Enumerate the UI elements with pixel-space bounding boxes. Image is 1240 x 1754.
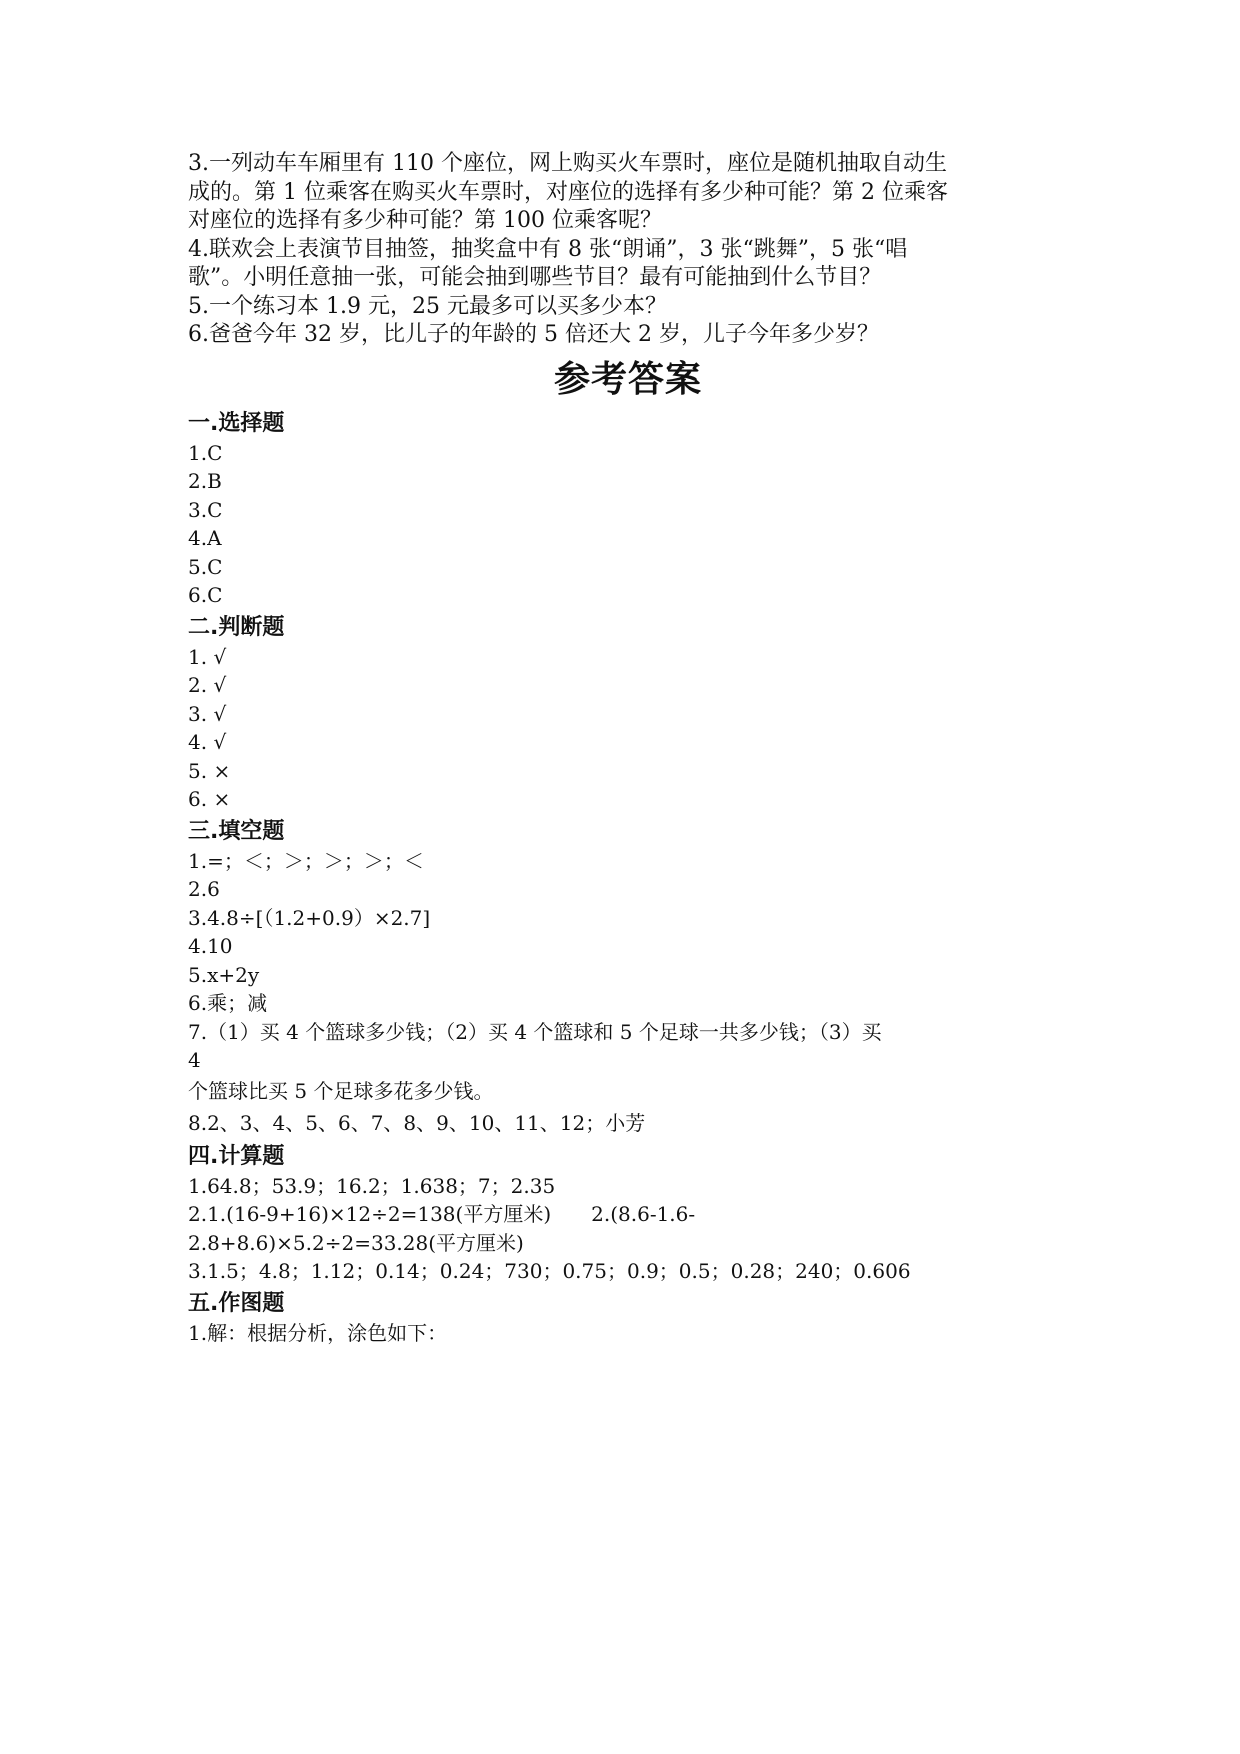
answer-item: 1.64.8；53.9；16.2；1.638；7；2.35	[188, 1173, 556, 1198]
section-true-false	[188, 612, 1068, 814]
answer-item: 5. ×	[188, 758, 231, 783]
document-content	[188, 150, 1068, 1347]
answer-item: 1.解：根据分析，涂色如下：	[188, 1320, 448, 1345]
question-line: 4.联欢会上表演节目抽签，抽奖盒中有 8 张“朗诵”，3 张“跳舞”，5 张“唱	[188, 236, 908, 262]
section-heading: 五.作图题	[188, 1290, 285, 1316]
section-heading: 四.计算题	[188, 1143, 285, 1169]
answer-item: 4. √	[188, 730, 227, 754]
answer-item: 5.C	[188, 554, 223, 579]
answer-item: 个篮球比买 5 个足球多花多少钱。	[188, 1078, 494, 1103]
answer-item: 6. ×	[188, 787, 231, 811]
question-6	[188, 321, 1068, 350]
answer-item: 4	[188, 1048, 201, 1072]
section-calculation	[188, 1141, 1068, 1286]
question-line: 对座位的选择有多少种可能？第 100 位乘客呢？	[188, 208, 662, 233]
section-heading: 一.选择题	[188, 410, 285, 436]
section-heading: 二.判断题	[188, 614, 285, 640]
answer-item: 4.10	[188, 934, 233, 958]
section-drawing	[188, 1288, 1068, 1348]
answer-item: 6.C	[188, 583, 223, 607]
question-line: 歌”。小明任意抽一张，可能会抽到哪些节目？最有可能抽到什么节目？	[188, 265, 882, 290]
answer-item: 4.A	[188, 526, 222, 550]
answer-item: 2.B	[188, 469, 222, 493]
question-line: 6.爸爸今年 32 岁，比儿子的年龄的 5 倍还大 2 岁，儿子今年多少岁？	[188, 322, 879, 347]
answer-item: 1.=；＜；＞；＞；＞；＜	[188, 848, 424, 873]
answer-item: 7.（1）买 4 个篮球多少钱；（2）买 4 个篮球和 5 个足球一共多少钱；（3）买	[188, 1019, 882, 1044]
section-fill-in-blank	[188, 816, 1068, 1139]
answer-item: 1. √	[188, 644, 227, 669]
answer-item: 2. √	[188, 673, 227, 697]
answer-item: 6.乘；减	[188, 991, 268, 1015]
question-line: 5.一个练习本 1.9 元，25 元最多可以买多少本？	[188, 293, 667, 319]
answer-item: 3.4.8÷[（1.2+0.9）×2.7]	[188, 905, 431, 930]
section-multiple-choice	[188, 408, 1068, 610]
section-heading: 三.填空题	[188, 818, 285, 844]
answer-item: 5.x+2y	[188, 962, 260, 987]
answer-item: 2.6	[188, 877, 220, 901]
answer-item: 8.2、3、4、5、6、7、8、9、10、11、12；小芳	[188, 1110, 646, 1135]
question-3	[188, 150, 1068, 236]
question-line: 成的。第 1 位乘客在购买火车票时，对座位的选择有多少种可能？第 2 位乘客	[188, 179, 948, 205]
question-5	[188, 293, 1068, 322]
answer-item: 2.8+8.6)×5.2÷2=33.28(平方厘米)	[188, 1230, 524, 1255]
question-line: 3.一列动车车厢里有 110 个座位，网上购买火车票时，座位是随机抽取自动生	[188, 151, 947, 176]
answer-item: 3.1.5；4.8；1.12；0.14；0.24；730；0.75；0.9；0.5；0.28；240；0.606	[188, 1259, 911, 1283]
answer-item: 3. √	[188, 701, 227, 726]
question-4	[188, 236, 1068, 293]
answer-key-title: 参考答案	[553, 358, 702, 400]
answer-item: 2.1.(16-9+16)×12÷2=138(平方厘米) 2.(8.6-1.6-	[188, 1202, 696, 1226]
answer-item: 1.C	[188, 440, 223, 465]
answer-item: 3.C	[188, 497, 223, 522]
